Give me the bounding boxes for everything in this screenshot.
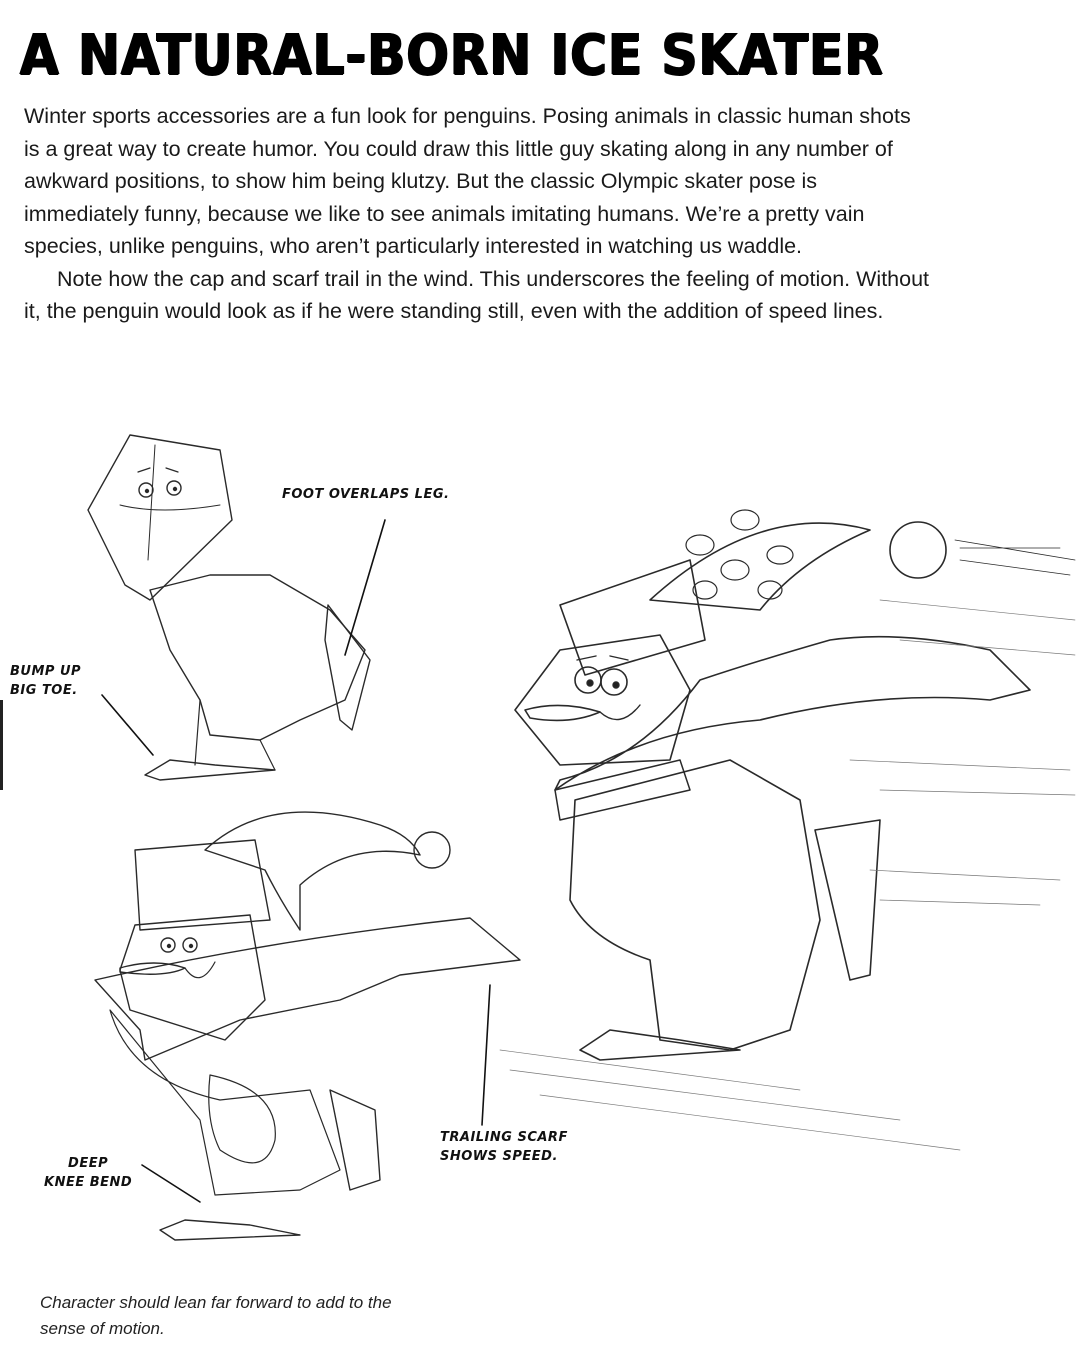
penguin-ice-skater-finished <box>500 510 1075 1150</box>
paragraph-1: Winter sports accessories are a fun look for penguins. Posing animals in classic human shots is a great way to create humor. You could draw this little guy skating along in any number of awkward positions, to show him being klutzy. But the classic Olympic skater pose is immediately funny, because we like to see animals imitating humans. We’re a pretty vain species, unlike penguins, who aren’t particularly interested in watching us waddle. <box>24 104 911 258</box>
callout-foot-overlaps: FOOT OVERLAPS LEG. <box>282 487 450 502</box>
callout-bump-up-line-1: BUMP UP <box>10 664 82 679</box>
callout-bump-up-line-2: BIG TOE. <box>10 683 78 698</box>
penguin-with-cap-and-scarf-sketch <box>95 812 520 1240</box>
callout-deep-knee-bend <box>44 1154 132 1192</box>
paragraph-2: Note how the cap and scarf trail in the wind. This underscores the feeling of motion. Without it, the penguin would look as if he were standing still, even with the addition of speed lines. <box>24 266 930 323</box>
figure-caption: Character should lean far forward to add to the sense of motion. <box>40 1293 392 1338</box>
body-text <box>24 100 929 328</box>
page-title: A NATURAL-BORN ICE SKATER <box>20 22 884 88</box>
callout-deep-knee-line-2: KNEE BEND <box>44 1175 133 1190</box>
callout-bump-up-toe <box>10 662 81 700</box>
callout-deep-knee-line-1: DEEP <box>68 1156 109 1171</box>
callout-trailing-line-2: SHOWS SPEED. <box>440 1149 558 1164</box>
callout-trailing-scarf <box>440 1128 568 1166</box>
callout-trailing-line-1: TRAILING SCARF <box>440 1130 568 1145</box>
